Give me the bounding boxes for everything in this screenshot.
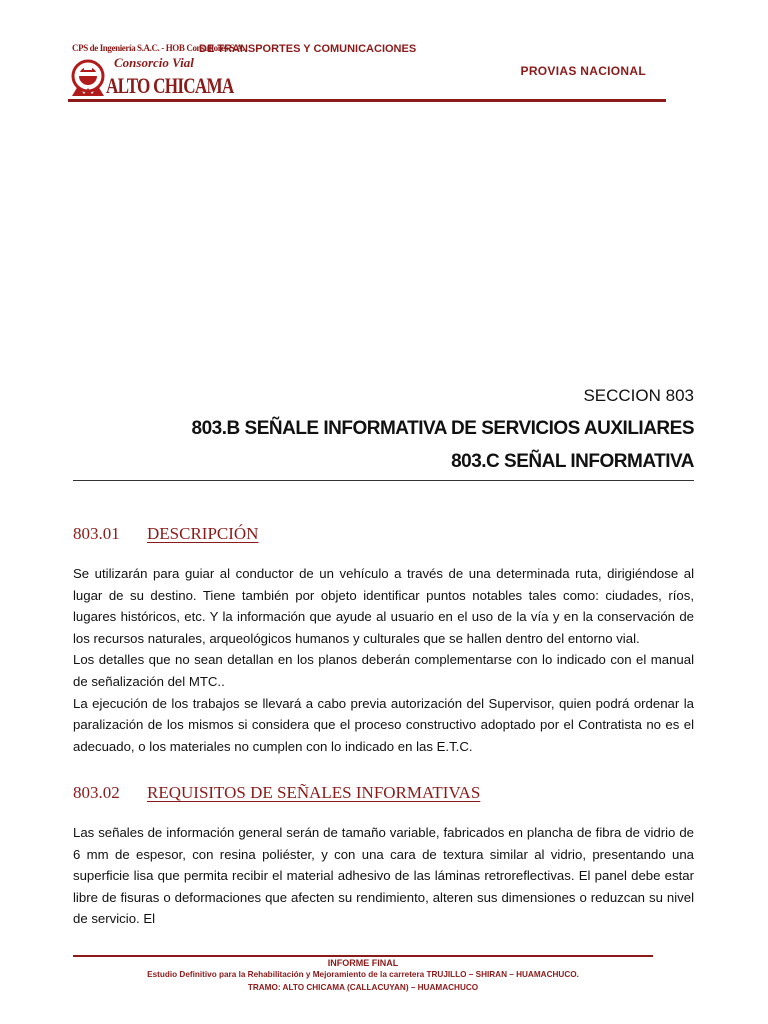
page-header	[68, 40, 666, 104]
subsection-number: 803.01	[73, 524, 120, 543]
section-number: SECCION 803	[583, 386, 694, 405]
paragraph: Se utilizarán para guiar al conductor de un vehículo a través de una determinada ruta, dirigiéndose al lugar de su destino. Tiene también por objeto identificar puntos notables tales como: ciudades, ríos, lugares históricos, etc. Y la información que ayude al usuario en el uso de la vía y en la conservación de los recursos naturales, arqueológicos humanos y culturales que se hallen dentro del entorno vial.	[73, 566, 694, 646]
footer-study: Estudio Definitivo para la Rehabilitación y Mejoramiento de la carretera TRUJILLO – SHIRAN – HUAMACHUCO.	[147, 970, 579, 979]
subsection-heading-descripcion	[73, 524, 258, 544]
descripcion-body	[73, 563, 694, 757]
subsection-title: REQUISITOS DE SEÑALES INFORMATIVAS	[147, 783, 481, 802]
paragraph: La ejecución de los trabajos se llevará a cabo previa autorización del Supervisor, quien podrá ordenar la paralización de los mismos si considera que el proceso constructivo adoptado por el Contratista no es el adecuado, o los materiales no cumplen con lo indicado en las E.T.C.	[73, 695, 694, 754]
logo-consorcio-text: Consorcio Vial	[114, 55, 194, 70]
subsection-heading-requisitos	[73, 783, 480, 803]
header-divider	[68, 99, 666, 102]
provias-title: PROVIAS NACIONAL	[520, 64, 646, 78]
footer-tramo: TRAMO: ALTO CHICAMA (CALLACUYAN) – HUAMACHUCO	[247, 983, 479, 992]
logo-name-text: ALTO CHICAMA	[106, 73, 234, 98]
subsection-number: 803.02	[73, 783, 120, 802]
title-divider	[73, 480, 694, 481]
subsection-title: DESCRIPCIÓN	[147, 524, 259, 543]
paragraph: Los detalles que no sean detallan en los planos deberán complementarse con lo indicado con el manual de señalización del MTC..	[73, 652, 694, 689]
footer-label: INFORME FINAL	[327, 958, 399, 968]
footer-divider	[73, 955, 653, 957]
consorcio-logo	[68, 40, 245, 102]
section-title-b: 803.B SEÑALE INFORMATIVA DE SERVICIOS AUXILIARES	[191, 418, 694, 439]
emblem-icon	[70, 56, 106, 100]
ministry-text: DE TRANSPORTES Y COMUNICACIONES	[199, 43, 417, 55]
requisitos-body	[73, 822, 694, 930]
paragraph: Las señales de información general serán de tamaño variable, fabricados en plancha de fibra de vidrio de 6 mm de espesor, con resina poliéster, y con una cara de textura similar al vidrio, presentando una superficie lisa que permita recibir el material adhesivo de las láminas retroreflectivas. El panel debe estar libre de fisuras o deformaciones que afecten su rendimiento, alteren sus dimensiones o reduzcan su nivel de servicio. El	[73, 825, 694, 927]
section-title-c: 803.C SEÑAL INFORMATIVA	[451, 451, 694, 472]
logo-companies-text: CPS de Ingeniería S.A.C. - HOB Consultores S.A.	[72, 43, 245, 53]
